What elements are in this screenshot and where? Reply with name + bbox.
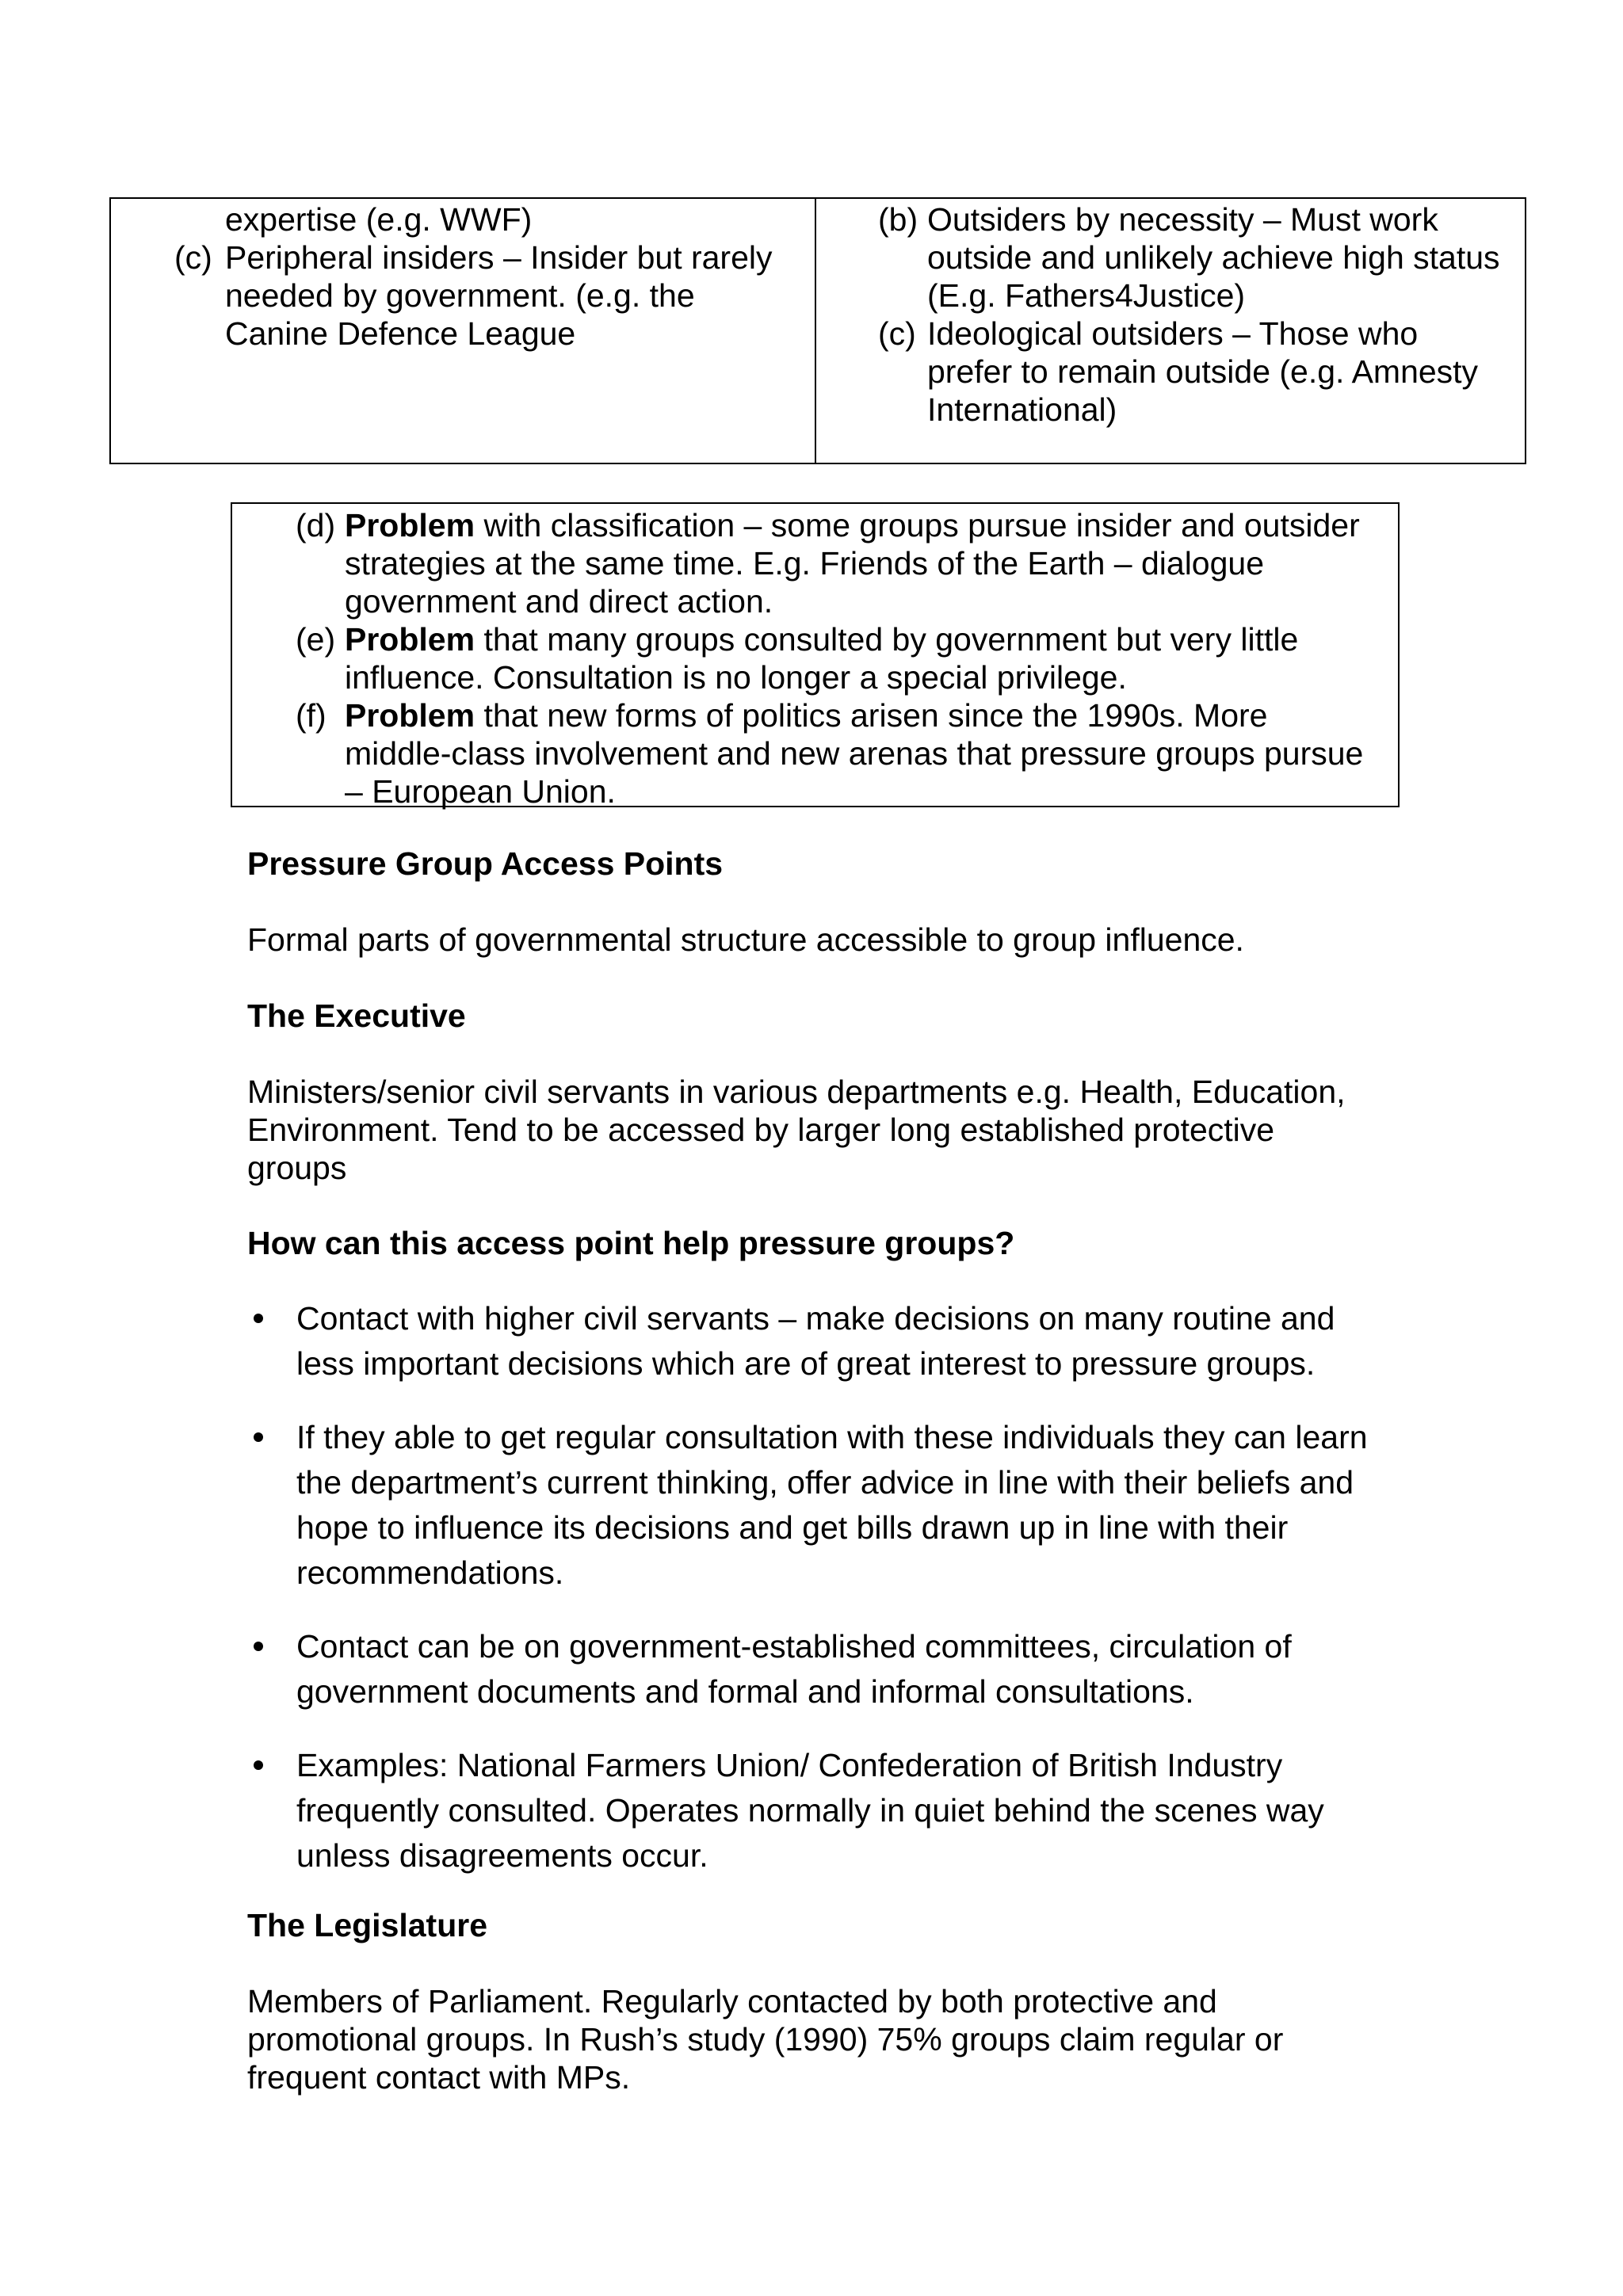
item-marker: (d)	[296, 507, 336, 543]
text-line: Contact with higher civil servants – make decisions on many routine and	[296, 1300, 1335, 1337]
executive-text	[247, 1073, 1412, 1187]
bullet-icon	[254, 1432, 263, 1442]
text-line: prefer to remain outside (e.g. Amnesty	[927, 353, 1479, 390]
legislature-text	[247, 1982, 1412, 2096]
text-line: Ministers/senior civil servants in various departments e.g. Health, Education,	[247, 1074, 1346, 1110]
text-line: Peripheral insiders – Insider but rarely	[225, 239, 773, 276]
bullet-icon	[254, 1760, 263, 1770]
text-line: hope to influence its decisions and get bills drawn up in line with their	[296, 1509, 1289, 1546]
problem-label: Problem	[345, 507, 475, 543]
text-line: frequent contact with MPs.	[247, 2059, 631, 2096]
problem-item	[232, 506, 1398, 620]
text-line: strategies at the same time. E.g. Friends of the Earth – dialogue	[345, 545, 1265, 582]
text-line: government documents and formal and informal consultations.	[296, 1673, 1194, 1710]
text-line: Members of Parliament. Regularly contacted by both protective and	[247, 1983, 1217, 2019]
help-heading: How can this access point help pressure groups?	[247, 1225, 1015, 1261]
bullet-item	[247, 1624, 1412, 1714]
text-line: recommendations.	[296, 1554, 564, 1591]
problem-item	[232, 696, 1398, 810]
text-line: government and direct action.	[345, 583, 773, 620]
problem-text: with classification – some groups pursue insider and outsider	[475, 507, 1360, 543]
text-line: Ideological outsiders – Those who	[927, 315, 1419, 352]
text-line: less important decisions which are of great interest to pressure groups.	[296, 1345, 1316, 1382]
text-line: Examples: National Farmers Union/ Confederation of British Industry	[296, 1747, 1283, 1783]
text-line: Environment. Tend to be accessed by larger long established protective	[247, 1112, 1275, 1148]
text-line: – European Union.	[345, 773, 616, 810]
list-item	[816, 315, 1525, 429]
access-points-heading: Pressure Group Access Points	[247, 845, 724, 882]
bullet-item	[247, 1296, 1412, 1386]
text-line	[345, 506, 1398, 544]
text-line: frequently consulted. Operates normally in quiet behind the scenes way	[296, 1792, 1324, 1829]
item-marker: (b)	[878, 201, 918, 238]
text-line: groups	[247, 1150, 347, 1186]
text-line	[345, 620, 1398, 658]
item-marker: (c)	[174, 239, 212, 276]
access-points-text: Formal parts of governmental structure accessible to group influence.	[247, 921, 1244, 958]
help-bullet-list	[247, 1296, 1412, 1878]
insider-column	[111, 199, 816, 463]
text-line: the department’s current thinking, offer advice in line with their beliefs and	[296, 1464, 1354, 1501]
item-marker: (e)	[296, 621, 336, 658]
classification-problems-box	[231, 502, 1400, 810]
text-line: needed by government. (e.g. the	[225, 277, 695, 314]
text-line: Contact can be on government-established committees, circulation of	[296, 1628, 1292, 1665]
text-line: influence. Consultation is no longer a special privilege.	[345, 659, 1127, 696]
continuation-line: expertise (e.g. WWF)	[225, 201, 533, 238]
list-item	[816, 200, 1525, 315]
problem-text: that many groups consulted by government but very little	[475, 621, 1299, 658]
executive-heading: The Executive	[247, 997, 466, 1034]
text-line: promotional groups. In Rush’s study (1990) 75% groups claim regular or	[247, 2021, 1284, 2058]
bullet-icon	[254, 1314, 263, 1323]
text-line: outside and unlikely achieve high status	[927, 239, 1500, 276]
text-line: unless disagreements occur.	[296, 1837, 708, 1874]
problem-label: Problem	[345, 697, 475, 734]
text-line	[345, 696, 1398, 734]
bullet-icon	[254, 1642, 263, 1651]
text-line: Canine Defence League	[225, 315, 576, 352]
problem-text: that new forms of politics arisen since the 1990s. More	[475, 697, 1268, 734]
text-line: middle-class involvement and new arenas that pressure groups pursue	[345, 735, 1364, 772]
text-line: If they able to get regular consultation with these individuals they can learn	[296, 1419, 1368, 1455]
text-line: (E.g. Fathers4Justice)	[927, 277, 1246, 314]
list-item	[111, 238, 815, 353]
text-line: International)	[927, 391, 1117, 428]
item-marker: (c)	[878, 315, 916, 352]
problem-item	[232, 620, 1398, 696]
problem-label: Problem	[345, 621, 475, 658]
text-line: Outsiders by necessity – Must work	[927, 201, 1438, 238]
item-marker: (f)	[296, 697, 327, 734]
outsider-column	[816, 199, 1525, 463]
bullet-item	[247, 1415, 1412, 1596]
insider-outsider-table	[109, 197, 1526, 464]
bullet-item	[247, 1743, 1412, 1878]
legislature-heading: The Legislature	[247, 1907, 488, 1943]
